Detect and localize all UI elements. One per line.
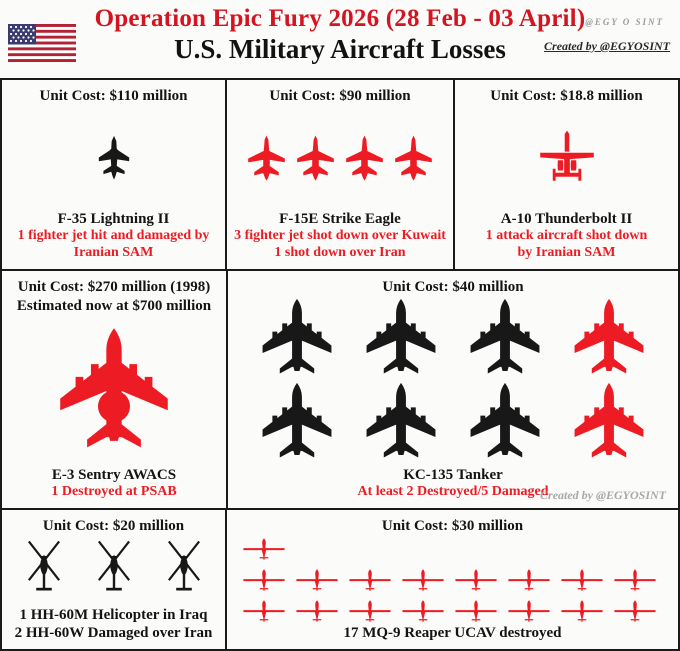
loss-note: 3 fighter jet shot down over Kuwait: [234, 228, 446, 244]
mq9-drone-icon: [454, 568, 498, 592]
aircraft-name: E-3 Sentry AWACS: [51, 467, 177, 484]
hh60-helicopter-icon: [153, 541, 215, 601]
loss-note: 1 shot down over Iran: [274, 245, 406, 261]
panel-a10: [455, 80, 678, 269]
panel-f15e: [227, 80, 455, 269]
f15e-fighter-icon: [292, 132, 339, 185]
unit-cost: Unit Cost: $30 million: [381, 518, 524, 534]
icon-row: [227, 132, 453, 185]
aircraft-name: 2 HH-60W Damaged over Iran: [14, 625, 213, 641]
us-flag-icon: [8, 24, 76, 62]
kc135-tanker-icon: [464, 382, 546, 464]
mq9-drone-icon: [295, 568, 339, 592]
mq9-drone-icon: [401, 599, 445, 623]
f15e-fighter-icon: [341, 132, 388, 185]
icon-row: [228, 382, 678, 464]
kc135-tanker-icon: [568, 382, 650, 464]
mq9-drone-icon: [242, 599, 286, 623]
panel-f35: [2, 80, 227, 269]
unit-cost: Unit Cost: $18.8 million: [490, 88, 643, 104]
losses-grid: [0, 78, 680, 651]
loss-note: 1 Destroyed at PSAB: [51, 484, 177, 500]
page-title: Operation Epic Fury 2026 (28 Feb - 03 April): [94, 5, 586, 32]
aircraft-name: 17 MQ-9 Reaper UCAV destroyed: [343, 625, 562, 641]
mq9-drone-icon: [560, 599, 604, 623]
loss-note: Iranian SAM: [73, 245, 154, 261]
icon-grid-kc135: [228, 297, 678, 466]
mq9-drone-icon: [507, 568, 551, 592]
panel-watermark: Created by @EGYOSINT: [540, 488, 666, 502]
panel-mq9: [227, 510, 678, 649]
kc135-tanker-icon: [464, 298, 546, 380]
icon-row: [227, 568, 678, 592]
kc135-tanker-icon: [360, 298, 442, 380]
icon-grid-mq9: [227, 536, 678, 624]
row-3: [2, 510, 678, 649]
kc135-tanker-icon: [256, 298, 338, 380]
a10-attack-aircraft-icon: [538, 130, 596, 187]
loss-note: by Iranian SAM: [517, 245, 616, 261]
mq9-drone-icon: [613, 599, 657, 623]
icon-row: [2, 541, 225, 601]
f15e-fighter-icon: [243, 132, 290, 185]
loss-note: 1 attack aircraft shot down: [485, 228, 648, 244]
mq9-drone-icon: [560, 568, 604, 592]
mq9-drone-icon: [613, 568, 657, 592]
icon-grid-e3: [2, 316, 226, 467]
kc135-tanker-icon: [360, 382, 442, 464]
panel-kc135: [228, 271, 678, 508]
f35-fighter-icon: [91, 129, 137, 187]
icon-row: [227, 599, 678, 623]
icon-row: [228, 298, 678, 380]
loss-note: At least 2 Destroyed/5 Damaged: [357, 484, 549, 500]
unit-cost: Unit Cost: $270 million (1998) Estimated now at $700 million: [16, 279, 212, 314]
icon-row: [2, 129, 225, 187]
e3-awacs-icon: [50, 321, 178, 461]
hh60-helicopter-icon: [83, 541, 145, 601]
aircraft-name: KC-135 Tanker: [403, 467, 503, 484]
kc135-tanker-icon: [256, 382, 338, 464]
aircraft-name: 1 HH-60M Helicopter in Iraq: [19, 607, 208, 623]
row-1: [2, 80, 678, 271]
panel-hh60: [2, 510, 227, 649]
mq9-drone-icon: [507, 599, 551, 623]
mq9-drone-icon: [401, 568, 445, 592]
aircraft-name: F-35 Lightning II: [57, 211, 170, 228]
osint-handle: @EGY O SINT: [585, 17, 664, 27]
header: [0, 0, 680, 78]
unit-cost: Unit Cost: $20 million: [42, 518, 185, 534]
unit-cost: Unit Cost: $90 million: [269, 88, 411, 104]
icon-grid-f15e: [227, 106, 453, 211]
icon-row: [2, 321, 226, 461]
page-subtitle: U.S. Military Aircraft Losses: [174, 33, 506, 64]
mq9-drone-icon: [242, 568, 286, 592]
loss-note: 1 fighter jet hit and damaged by: [17, 228, 210, 244]
unit-cost: Unit Cost: $40 million: [382, 279, 524, 295]
kc135-tanker-icon: [568, 298, 650, 380]
icon-row: [227, 537, 678, 561]
mq9-drone-icon: [454, 599, 498, 623]
mq9-drone-icon: [348, 568, 392, 592]
credit-line: Created by @EGYOSINT: [544, 39, 670, 53]
panel-e3: [2, 271, 228, 508]
icon-grid-f35: [2, 106, 225, 211]
unit-cost: Unit Cost: $110 million: [39, 88, 188, 104]
f15e-fighter-icon: [390, 132, 437, 185]
mq9-drone-icon: [295, 599, 339, 623]
icon-grid-a10: [455, 106, 678, 211]
hh60-helicopter-icon: [13, 541, 75, 601]
icon-row: [455, 130, 678, 187]
mq9-drone-icon: [348, 599, 392, 623]
row-2: [2, 271, 678, 510]
aircraft-name: A-10 Thunderbolt II: [500, 211, 633, 228]
icon-grid-hh60: [2, 536, 225, 606]
aircraft-name: F-15E Strike Eagle: [279, 211, 401, 228]
mq9-drone-icon: [242, 537, 286, 561]
